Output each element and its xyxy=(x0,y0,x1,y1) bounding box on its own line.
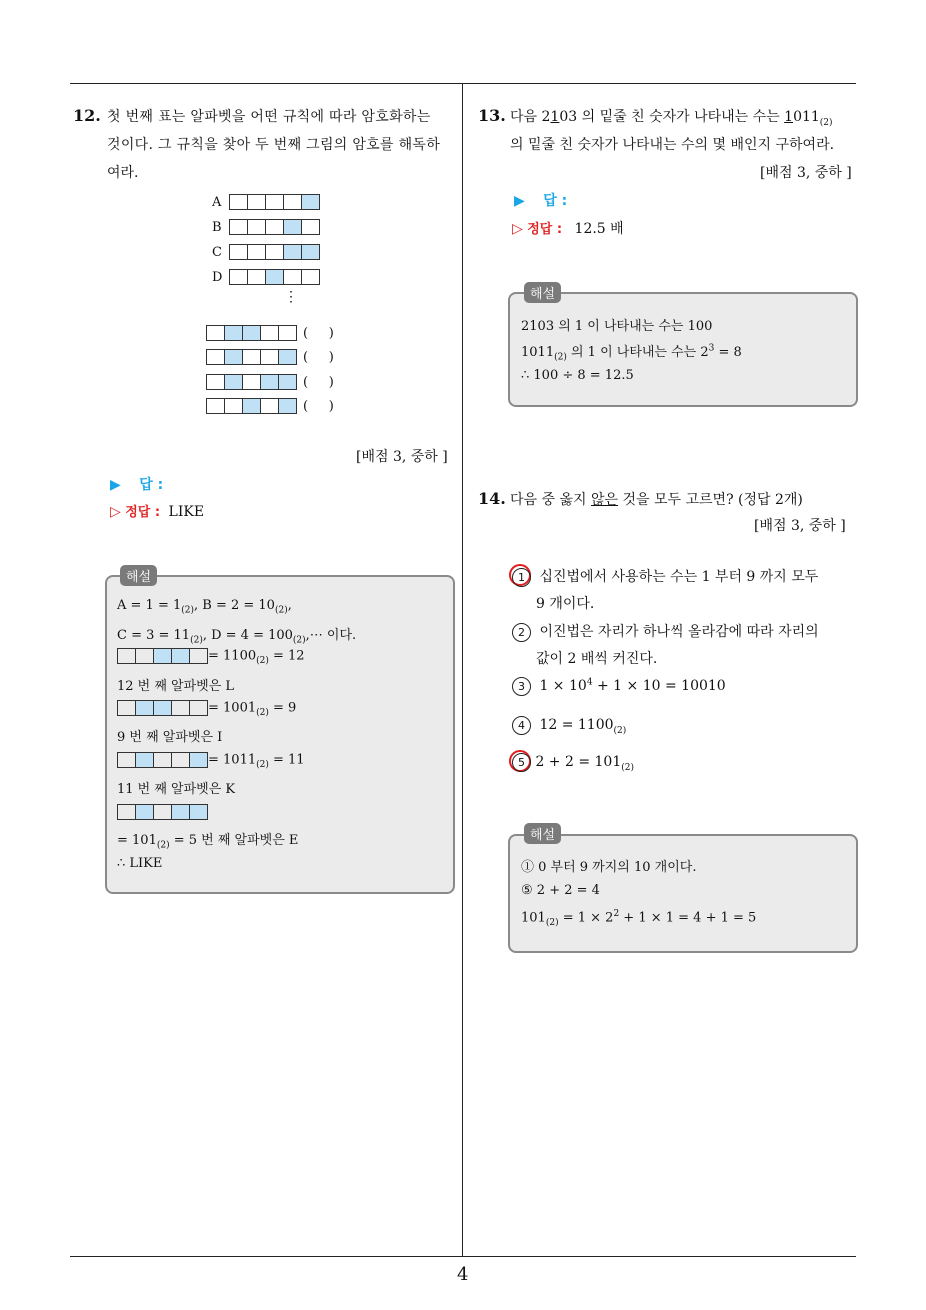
empty-cell xyxy=(229,194,248,210)
filled-cell xyxy=(278,374,297,390)
sol-sup: 2 xyxy=(613,909,620,919)
option-number-icon: 5 xyxy=(512,753,531,772)
filled-cell xyxy=(278,349,297,365)
sol-note-1: 12 번 째 알파벳은 L xyxy=(117,679,235,694)
q14-sol-line-1: ① 0 부터 9 까지의 10 개이다. xyxy=(521,860,697,875)
empty-cell xyxy=(153,752,172,768)
cipher-row-b xyxy=(212,219,320,235)
sol-note-2: 9 번 째 알파벳은 I xyxy=(117,730,223,745)
option-number-icon: 3 xyxy=(512,677,531,696)
empty-cell xyxy=(260,325,279,341)
filled-cell xyxy=(260,374,279,390)
sol-sub: (2) xyxy=(554,352,567,363)
empty-cell xyxy=(265,219,284,235)
sol-cells xyxy=(118,804,208,820)
code-row-2 xyxy=(207,349,334,365)
empty-cell xyxy=(229,219,248,235)
sol-row-3 xyxy=(118,752,305,770)
q14-sol-line-2: ⑤ 2 + 2 = 4 xyxy=(521,883,600,898)
q13-correct xyxy=(512,218,624,238)
q12-text-line-3: 여라. xyxy=(107,165,139,181)
empty-cell xyxy=(224,398,243,414)
sol-line-1 xyxy=(117,598,292,616)
cipher-row-label: D xyxy=(212,269,223,285)
sol-cells xyxy=(118,752,208,768)
underlined-digit: 1 xyxy=(550,109,560,125)
empty-cell xyxy=(247,219,266,235)
sol-text: 의 1 이 나타내는 수는 2 xyxy=(566,345,709,360)
vertical-dots: ⋮ xyxy=(284,289,298,305)
q14-text xyxy=(510,486,803,514)
solution-tag: 해설 xyxy=(524,823,561,844)
q13-text: 2 xyxy=(541,109,551,125)
option-sub: (2) xyxy=(613,725,627,736)
empty-cell xyxy=(242,374,261,390)
cipher-cells xyxy=(230,244,320,260)
code-row-4 xyxy=(207,398,334,414)
code-row-3 xyxy=(207,374,334,390)
cipher-cells xyxy=(230,194,320,210)
option-text: 1 × 10 xyxy=(539,678,587,694)
sol-text: , B = 2 = 10 xyxy=(194,598,275,613)
filled-cell xyxy=(171,648,190,664)
empty-cell xyxy=(117,648,136,664)
option-1 xyxy=(512,566,818,587)
empty-cell xyxy=(206,325,225,341)
cipher-row-d xyxy=(212,269,320,285)
empty-cell xyxy=(135,648,154,664)
empty-cell xyxy=(260,398,279,414)
cipher-row-label: A xyxy=(212,194,222,210)
filled-cell xyxy=(224,325,243,341)
sol-text: = 12 xyxy=(268,648,305,664)
filled-cell xyxy=(224,374,243,390)
q13-text: 다음 xyxy=(510,109,542,125)
option-text: 이진법은 자리가 하나씩 올라감에 따라 자리의 xyxy=(539,624,819,640)
filled-cell xyxy=(265,269,284,285)
sol-text: A = 1 = 1 xyxy=(117,598,182,613)
empty-cell xyxy=(171,752,190,768)
sol-row-4-text xyxy=(117,829,298,851)
empty-cell xyxy=(247,244,266,260)
sol-text: , D = 4 = 100 xyxy=(202,628,293,643)
sol-note-3: 11 번 째 알파벳은 K xyxy=(117,782,236,797)
solution-tag: 해설 xyxy=(524,282,561,303)
code-blank: ( ) xyxy=(303,325,334,341)
empty-cell xyxy=(206,398,225,414)
filled-cell xyxy=(301,194,320,210)
sol-sub: (2) xyxy=(256,760,269,771)
empty-cell xyxy=(171,700,190,716)
sol-final: ∴ LIKE xyxy=(117,856,163,871)
sol-sub: (2) xyxy=(190,635,203,646)
answer-label: 답 : xyxy=(543,193,568,209)
empty-cell xyxy=(117,804,136,820)
empty-cell xyxy=(247,269,266,285)
sol-row-4-cells xyxy=(118,804,208,820)
outline-triangle-icon: ▷ xyxy=(512,221,523,237)
option-sub: (2) xyxy=(621,762,635,773)
sol-text: = 8 xyxy=(714,345,742,360)
sol-row-1 xyxy=(118,648,305,666)
code-cells xyxy=(207,398,297,414)
q13-answer xyxy=(514,190,567,210)
empty-cell xyxy=(301,269,320,285)
sol-text: = 5 번 째 알파벳은 E xyxy=(169,833,299,848)
code-blank: ( ) xyxy=(303,398,334,414)
outline-triangle-icon: ▷ xyxy=(110,504,121,520)
q12-number: 12. xyxy=(73,106,101,125)
base-sub: (2) xyxy=(819,117,833,128)
code-row-1 xyxy=(207,325,334,341)
q14-points: [배점 3, 중하 ] xyxy=(754,518,846,534)
sol-sub: (2) xyxy=(545,917,559,928)
correct-value: LIKE xyxy=(168,504,205,520)
answer-label: 답 : xyxy=(139,477,164,493)
sol-sub: (2) xyxy=(181,605,194,616)
empty-cell xyxy=(206,349,225,365)
empty-cell xyxy=(117,700,136,716)
solution-tag: 해설 xyxy=(120,565,157,586)
option-2-cont: 값이 2 배씩 커진다. xyxy=(536,651,658,667)
filled-cell xyxy=(283,219,302,235)
filled-cell xyxy=(135,752,154,768)
sol-text: = 11 xyxy=(268,752,305,768)
q12-correct xyxy=(110,501,204,520)
q13-sol-line-1: 2103 의 1 이 나타내는 수는 100 xyxy=(521,319,713,334)
empty-cell xyxy=(301,219,320,235)
sol-text: 1011 xyxy=(521,345,555,360)
q14-sol-line-3 xyxy=(521,909,756,928)
sol-text: = 1 × 2 xyxy=(558,910,614,926)
correct-label: 정답 : xyxy=(125,505,161,520)
sol-text: 101 xyxy=(521,910,546,926)
option-2 xyxy=(512,621,819,642)
bottom-rule xyxy=(70,1256,856,1257)
empty-cell xyxy=(242,349,261,365)
q12-text-line-2: 것이다. 그 규칙을 찾아 두 번째 그림의 암호를 해독하 xyxy=(107,137,441,153)
play-icon: ▶ xyxy=(110,477,121,493)
code-blank: ( ) xyxy=(303,374,334,390)
filled-cell xyxy=(135,804,154,820)
empty-cell xyxy=(283,269,302,285)
sol-sup: 3 xyxy=(708,343,715,354)
sol-text: = 101 xyxy=(117,833,157,848)
option-sup: 4 xyxy=(586,677,593,688)
empty-cell xyxy=(265,244,284,260)
sol-text: = 1011 xyxy=(208,752,257,768)
q12-points: [배점 3, 중하 ] xyxy=(356,449,448,465)
sol-sub: (2) xyxy=(156,840,170,851)
q13-text: 011 xyxy=(793,109,820,125)
sol-sub: (2) xyxy=(292,635,306,646)
underlined-digit: 1 xyxy=(784,109,794,125)
sol-text: = 1001 xyxy=(208,700,257,716)
cipher-cells xyxy=(230,269,320,285)
sol-sub: (2) xyxy=(256,708,269,719)
option-number-icon: 1 xyxy=(512,568,531,587)
sol-row-2 xyxy=(118,700,296,718)
q13-text: 의 밑줄 친 숫자가 나타내는 수는 xyxy=(577,109,785,125)
empty-cell xyxy=(189,648,208,664)
sol-sub: (2) xyxy=(274,605,288,616)
code-cells xyxy=(207,349,297,365)
empty-cell xyxy=(247,194,266,210)
play-icon: ▶ xyxy=(514,193,525,209)
top-rule xyxy=(70,83,856,84)
q12-answer xyxy=(110,474,163,494)
q14-text-part: 다음 중 옳지 xyxy=(510,492,591,508)
q13-sol-line-2 xyxy=(521,341,742,363)
option-text: + 1 × 10 = 10010 xyxy=(592,678,726,694)
filled-cell xyxy=(171,804,190,820)
code-cells xyxy=(207,374,297,390)
option-text: 2 + 2 = 101 xyxy=(535,754,622,770)
sol-text: ,⋯ 이다. xyxy=(305,628,357,643)
correct-value: 12.5 배 xyxy=(574,221,624,237)
empty-cell xyxy=(229,244,248,260)
cipher-row-c xyxy=(212,244,320,260)
q13-text: 03 xyxy=(559,109,578,125)
cipher-row-label: B xyxy=(212,219,222,235)
sol-line-2 xyxy=(117,624,356,646)
filled-cell xyxy=(189,804,208,820)
empty-cell xyxy=(153,804,172,820)
cipher-row-a xyxy=(212,194,320,210)
empty-cell xyxy=(265,194,284,210)
cipher-cells xyxy=(230,219,320,235)
option-1-cont: 9 개이다. xyxy=(536,596,595,612)
q14-text-part: 것을 모두 고르면? (정답 2개) xyxy=(618,492,803,508)
empty-cell xyxy=(278,325,297,341)
code-blank: ( ) xyxy=(303,349,334,365)
q13-number: 13. xyxy=(478,106,506,125)
empty-cell xyxy=(189,700,208,716)
sol-text: C = 3 = 11 xyxy=(117,628,191,643)
empty-cell xyxy=(260,349,279,365)
q14-number: 14. xyxy=(478,489,506,508)
sol-text: , xyxy=(287,598,292,613)
filled-cell xyxy=(242,325,261,341)
sol-text: + 1 × 1 = 4 + 1 = 5 xyxy=(619,910,757,926)
filled-cell xyxy=(189,752,208,768)
empty-cell xyxy=(206,374,225,390)
filled-cell xyxy=(242,398,261,414)
underlined-word: 않은 xyxy=(590,492,619,508)
option-text: 십진법에서 사용하는 수는 1 부터 9 까지 모두 xyxy=(539,569,819,585)
option-5 xyxy=(512,753,634,773)
option-number-icon: 2 xyxy=(512,623,531,642)
filled-cell xyxy=(224,349,243,365)
q12-text xyxy=(107,103,457,187)
page-number: 4 xyxy=(457,1264,469,1285)
cipher-row-label: C xyxy=(212,244,222,260)
option-4 xyxy=(512,716,626,736)
filled-cell xyxy=(135,700,154,716)
sol-cells xyxy=(118,648,208,664)
option-number-icon: 4 xyxy=(512,716,531,735)
empty-cell xyxy=(283,194,302,210)
q13-line-2: 의 밑줄 친 숫자가 나타내는 수의 몇 배인지 구하여라. xyxy=(510,137,835,153)
code-cells xyxy=(207,325,297,341)
sol-text: = 1100 xyxy=(208,648,257,664)
filled-cell xyxy=(283,244,302,260)
option-text: 12 = 1100 xyxy=(539,717,614,733)
q13-points: [배점 3, 중하 ] xyxy=(760,165,852,181)
empty-cell xyxy=(229,269,248,285)
empty-cell xyxy=(117,752,136,768)
q13-sol-line-3: ∴ 100 ÷ 8 = 12.5 xyxy=(521,368,634,383)
filled-cell xyxy=(301,244,320,260)
sol-text: = 9 xyxy=(268,700,297,716)
correct-label: 정답 : xyxy=(527,222,563,237)
filled-cell xyxy=(153,648,172,664)
filled-cell xyxy=(278,398,297,414)
sol-cells xyxy=(118,700,208,716)
option-3 xyxy=(512,677,726,696)
column-divider xyxy=(462,83,463,1257)
q12-text-line-1: 첫 번째 표는 알파벳을 어떤 규칙에 따라 암호화하는 xyxy=(107,109,431,125)
filled-cell xyxy=(153,700,172,716)
sol-sub: (2) xyxy=(256,656,269,667)
